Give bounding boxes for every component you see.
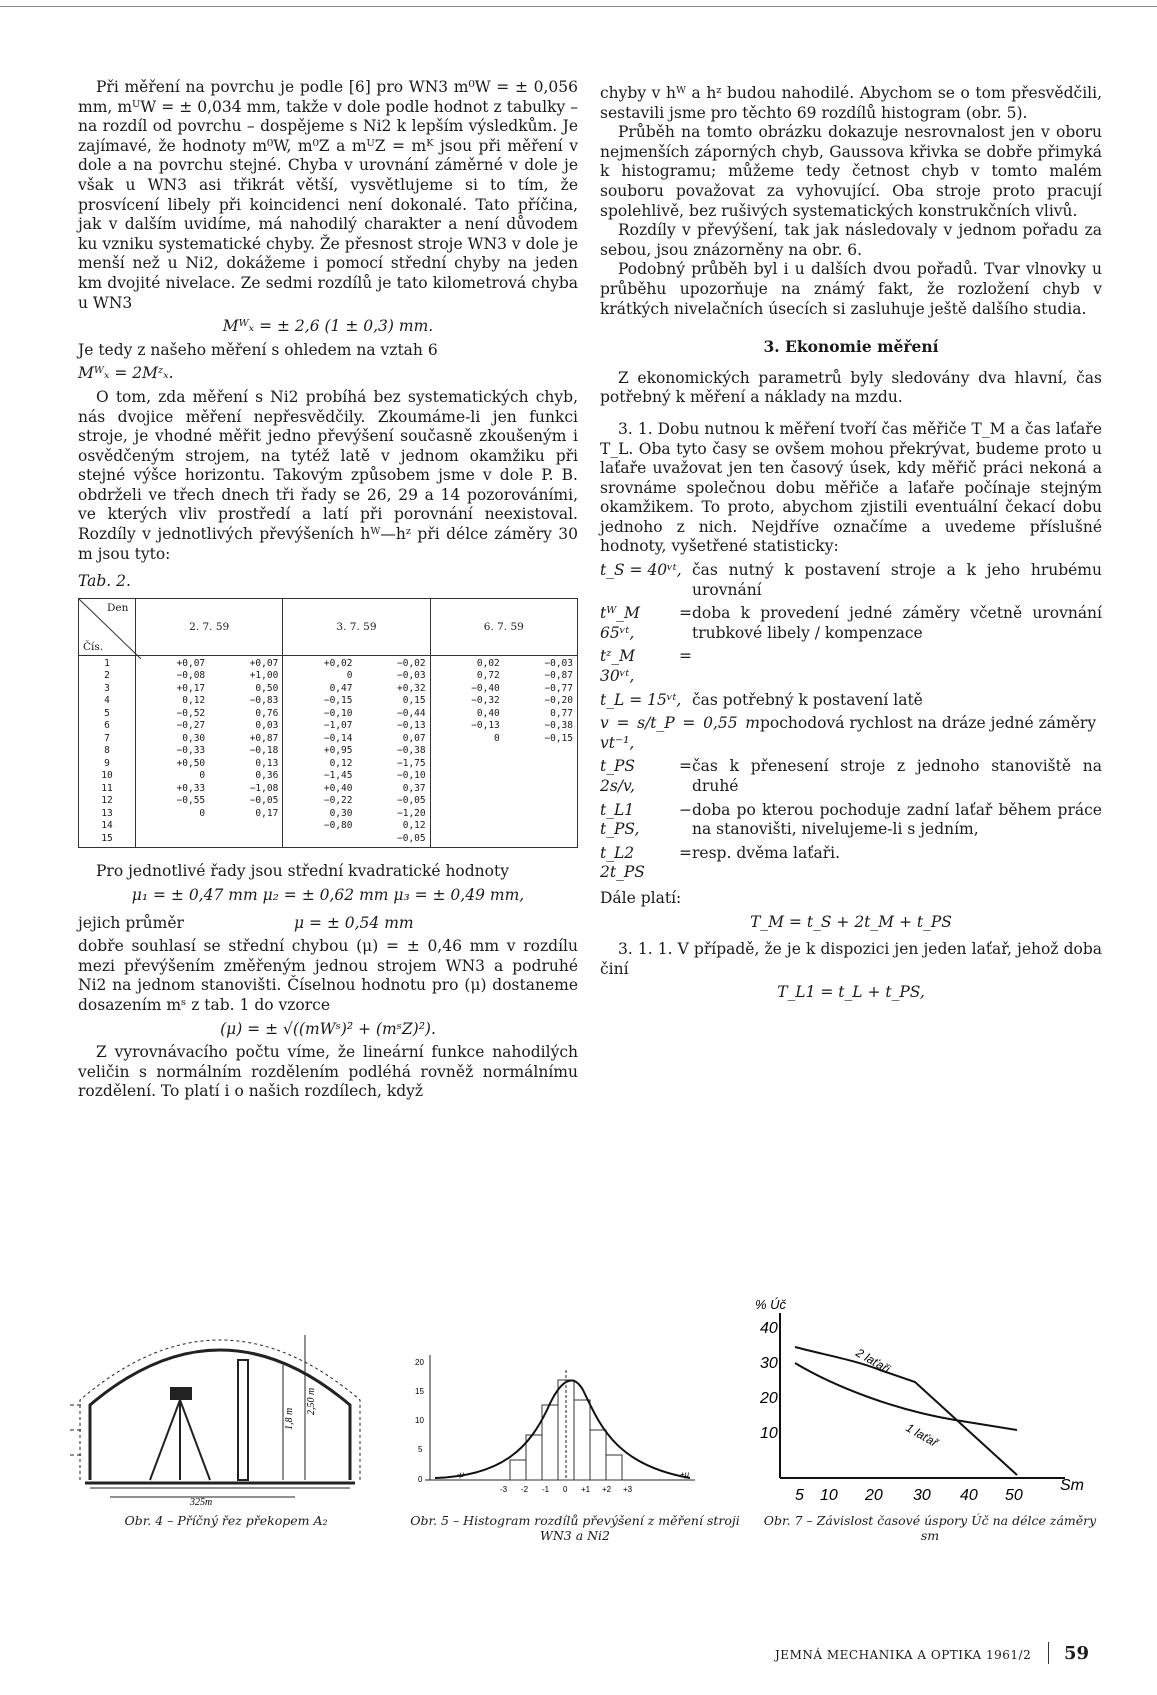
left-column <box>78 78 578 1102</box>
paragraph: Dále platí: <box>600 888 682 907</box>
definition-text: doba po kterou pochoduje zadní laťař během práce na stanovišti, nivelujeme-li s jedním, <box>692 800 1102 839</box>
fig5-x-tick: -3 <box>500 1485 508 1494</box>
paragraph: jejich průměr <box>78 913 184 932</box>
row-numbers: 1 2 3 4 5 6 7 8 9 10 11 12 13 14 15 <box>79 655 136 848</box>
fig5-x-label-left: -μ <box>457 1470 465 1479</box>
definition-symbol: t_L2 = 2t_PS <box>600 843 692 882</box>
definition-list <box>600 561 1102 883</box>
definition-text: pochodová rychlost na dráze jedné záměry <box>760 714 1097 733</box>
table-cell: −0,02 −0,03 +0,32 0,15 −0,44 −0,13 0,07 −0,38 −1,75 −0,10 0,37 −0,05 −1,20 0,12 −0,05 <box>356 655 430 848</box>
table-caption: Tab. 2. <box>78 572 131 591</box>
definition-symbol: t_L = 15ᵛᵗ, <box>600 690 682 709</box>
formula: (μ) = ± √((mWˢ)² + (mˢZ)²). <box>220 1019 436 1038</box>
table-header-day: 2. 7. 59 <box>136 598 283 655</box>
figure-5-histogram <box>395 1350 725 1505</box>
fig7-x-unit: Sm <box>1060 1477 1084 1494</box>
formula: Mᵂₓ = 2Mᶻₓ. <box>78 364 174 383</box>
definition-row <box>600 801 1102 840</box>
fig7-line-one-rodman <box>795 1363 1017 1430</box>
figure-5-caption: Obr. 5 – Histogram rozdílů převýšení z měření stroji WN3 a Ni2 <box>410 1513 740 1543</box>
fig7-x-tick: 30 <box>913 1487 931 1504</box>
table-cell: 0,02 0,72 −0,40 −0,32 0,40 −0,13 0 <box>430 655 504 848</box>
paragraph: Podobný průběh byl i u dalších dvou pořadů. Tvar vlnovky u průběhu upozorňuje na známý fakt, že rozložení chyb v krátkých nivelačních úsecích si zasluhuje ještě dalšího studia. <box>600 260 1102 318</box>
fig5-x-tick: +1 <box>581 1485 591 1494</box>
definition-row <box>600 561 1102 600</box>
paragraph: Rozdíly v převýšení, tak jak následovaly v jednom pořadu za sebou, jsou znázorněny na obr. 6. <box>600 221 1102 259</box>
fig5-y-tick: 20 <box>415 1358 424 1367</box>
definition-row <box>600 691 1102 711</box>
definition-symbol: t_L1 − t_PS, <box>600 800 692 839</box>
fig5-x-label-right: +μ <box>680 1470 690 1479</box>
paragraph: 3. 1. Dobu nutnou k měření tvoří čas měřiče T_M a čas laťaře T_L. Oba tyto časy se ovšem mohou překrývat, budeme proto u laťaře uvažovat jen ten časový úsek, kdy měřič práci nekoná a srovnáme společnou dobu měřiče a laťaře počínaje stejným okamžikem. To proto, abychom zjistili eventuální čekací dobu jednoho z nich. Nejdříve označíme a uvedeme příslušné hodnoty, vyšetřené statisticky: <box>600 419 1102 556</box>
figure-4-caption: Obr. 4 – Příčný řez překopem A₂ <box>124 1513 328 1528</box>
fig7-label-one: 1 laťař <box>903 1420 941 1450</box>
fig7-y-unit: % Úč <box>755 1297 787 1312</box>
formula: μ = ± 0,54 mm <box>293 913 414 932</box>
fig7-y-tick: 40 <box>760 1320 778 1337</box>
paragraph: Z vyrovnávacího počtu víme, že lineární funkce nahodilých veličin s normálním rozdělením podléhá rovněž normálnímu rozdělení. To platí i o našich rozdílech, když <box>78 1043 578 1101</box>
data-table <box>78 598 578 849</box>
definition-symbol: t_PS = 2s/v, <box>600 757 692 795</box>
table-cell: +0,02 0 0,47 −0,15 −0,10 −1,07 −0,14 +0,95 0,12 −1,45 +0,40 −0,22 0,30 −0,80 <box>283 655 357 848</box>
definition-text: čas nutný k postavení stroje a k jeho hrubému urovnání <box>692 561 1102 599</box>
paragraph: Je tedy z našeho měření s ohledem na vztah 6 <box>78 340 438 359</box>
fig7-y-tick: 30 <box>760 1355 778 1372</box>
paragraph: 3. 1. 1. V případě, že je k dispozici jen jeden laťař, jehož doba činí <box>600 940 1102 978</box>
right-column <box>600 84 1102 1007</box>
section-heading: 3. Ekonomie měření <box>763 337 939 357</box>
fig7-x-tick: 20 <box>865 1487 883 1504</box>
fig5-x-tick: 0 <box>563 1485 568 1494</box>
figure-7-caption: Obr. 7 – Závislost časové úspory Úč na délce záměry sm <box>763 1513 1097 1543</box>
definition-text: doba k provedení jedné záměry včetně urovnání trubkové libely / kompenzace <box>692 604 1102 642</box>
table-cell: +0,07 +1,00 0,50 −0,83 0,76 0,03 +0,87 −0,18 0,13 0,36 −1,08 −0,05 0,17 <box>209 655 283 848</box>
table-cell: +0,07 −0,08 +0,17 0,12 −0,52 −0,27 0,30 −0,33 +0,50 0 +0,33 −0,55 0 <box>136 655 210 848</box>
formula: T_L1 = t_L + t_PS, <box>777 983 925 1002</box>
fig5-y-tick: 0 <box>418 1475 423 1484</box>
fig5-x-tick: +3 <box>623 1485 633 1494</box>
definition-text <box>692 647 1102 686</box>
fig5-y-tick: 5 <box>418 1445 423 1454</box>
fig5-x-tick: -1 <box>542 1485 550 1494</box>
fig5-x-tick: +2 <box>602 1485 612 1494</box>
fig5-x-tick: -2 <box>521 1485 529 1494</box>
top-rule <box>0 6 1157 7</box>
fig7-y-tick: 10 <box>760 1425 778 1442</box>
definition-symbol: tᶻ_M = 30ᵛᵗ, <box>600 647 692 686</box>
fig5-y-tick: 10 <box>415 1416 424 1425</box>
fig7-line-two-rodmen <box>795 1347 1017 1475</box>
fig7-x-tick: 10 <box>820 1487 838 1504</box>
fig4-width-label: 325m <box>190 1497 213 1505</box>
definition-row <box>600 757 1102 796</box>
definition-row <box>600 844 1102 883</box>
definition-text: čas potřebný k postavení latě <box>692 690 923 709</box>
definition-text: čas k přenesení stroje z jednoho stanoviště na druhé <box>692 757 1102 795</box>
footer-separator <box>1048 1642 1049 1664</box>
paragraph: Při měření na povrchu je podle [6] pro WN3 m⁰W = ± 0,056 mm, mᵁW = ± 0,034 mm, takže v dole podle hodnot z tabulky – na rozdíl od povrchu – dospějeme s Ni2 k lepším výsledkům. Je zajímavé, že hodnoty m⁰W, m⁰Z a mᵁZ = mᴷ jsou při měření v dole a na povrchu stejné. Chyba v urovnání záměrné v dole je však u WN3 asi třikrát větší, vysvětlujeme si to tím, že prosvícení libely při koincidenci není dokonalé. Tato příčina, jak v dalším uvidíme, má nahodilý charakter a není důvodem ku vzniku systematické chyby. Že přesnost stroje WN3 v dole je menší než u Ni2, dokážeme i pomocí střední chyby na jeden km dvojité nivelace. Ze sedmi rozdílů je tato kilometrová chyba u WN3 <box>78 78 578 312</box>
fig4-height-label: 2,50 m <box>306 1387 317 1415</box>
paragraph: Z ekonomických parametrů byly sledovány dva hlavní, čas potřebný k měření a náklady na mzdu. <box>600 368 1102 407</box>
figure-4-tunnel-section <box>70 1305 370 1505</box>
table-header-day: 3. 7. 59 <box>283 598 430 655</box>
table-corner-cell <box>79 598 136 655</box>
paragraph: Průběh na tomto obrázku dokazuje nesrovnalost jen v oboru nejmenších záporných chyb, Gaussova křivka se dobře přimyká k histogramu; můžeme tedy četnost chyb v tomto malém souboru považovat za vyhovující. Oba stroje proto pracují spolehlivě, bez rušivých systematických konstrukčních vlivů. <box>600 123 1102 220</box>
definition-row <box>600 714 1102 753</box>
definition-symbol: t_S = 40ᵛᵗ, <box>600 561 682 580</box>
formula: T_M = t_S + 2t_M + t_PS <box>750 912 952 931</box>
definition-text: resp. dvěma laťaři. <box>692 843 840 862</box>
fig5-y-tick: 15 <box>415 1387 424 1396</box>
formula: Mᵂₓ = ± 2,6 (1 ± 0,3) mm. <box>222 317 434 336</box>
fig7-y-tick: 20 <box>760 1390 778 1407</box>
definition-row <box>600 647 1102 686</box>
paragraph: O tom, zda měření s Ni2 probíhá bez systematických chyb, nás dvojice měření nepřesvědčily. Zkoumáme-li jen funkci stroje, je vhodné měřit jedno převýšení současně zkoušeným i osvědčeným strojem, na tytéž latě v jednom okamžiku při stejné výšce horizontu. Takovým způsobem jsme v dole P. B. obdrželi ve třech dnech tři řady se 26, 29 a 14 pozorováními, ve kterých vliv prostředí a latí při porovnání neexistoval. Rozdíly v jednotlivých převýšeních hᵂ—hᶻ při délce záměry 30 m jsou tyto: <box>78 387 578 563</box>
fig7-x-tick: 50 <box>1005 1487 1023 1504</box>
corner-label-top: Den <box>107 601 129 614</box>
fig4-height-label: 1,8 m <box>284 1407 295 1430</box>
journal-footer: JEMNÁ MECHANIKA A OPTIKA 1961/2 <box>775 1648 1032 1662</box>
page-number: 59 <box>1064 1643 1090 1664</box>
definition-symbol: v = s/t_P = 0,55 m vt⁻¹, <box>600 714 760 752</box>
paragraph: Pro jednotlivé řady jsou střední kvadratické hodnoty <box>96 862 509 881</box>
table-cell: −0,03 −0,87 −0,77 −0,20 0,77 −0,38 −0,15 <box>504 655 578 848</box>
fig7-x-tick: 40 <box>960 1487 978 1504</box>
table-header-day: 6. 7. 59 <box>430 598 577 655</box>
formula: μ₁ = ± 0,47 mm μ₂ = ± 0,62 mm μ₃ = ± 0,49 mm, <box>131 885 525 904</box>
corner-label-bottom: Čís. <box>83 640 104 653</box>
paragraph: chyby v hᵂ a hᶻ budou nahodilé. Abychom se o tom přesvědčili, sestavili jsme pro těchto 69 rozdílů histogram (obr. 5). <box>600 84 1102 122</box>
figure-7-chart <box>755 1295 1100 1510</box>
fig7-x-tick: 5 <box>795 1487 804 1504</box>
fig7-label-two: 2 laťaři <box>853 1345 893 1377</box>
definition-symbol: tᵂ_M = 65ᵛᵗ, <box>600 604 692 642</box>
paragraph: dobře souhlasí se střední chybou (μ) = ± 0,46 mm v rozdílu mezi převýšením změřeným jednou strojem WN3 a podruhé Ni2 na jednom stanovišti. Číselnou hodnotu pro (μ) dostaneme dosazením mˢ z tab. 1 do vzorce <box>78 937 578 1014</box>
definition-row <box>600 604 1102 643</box>
